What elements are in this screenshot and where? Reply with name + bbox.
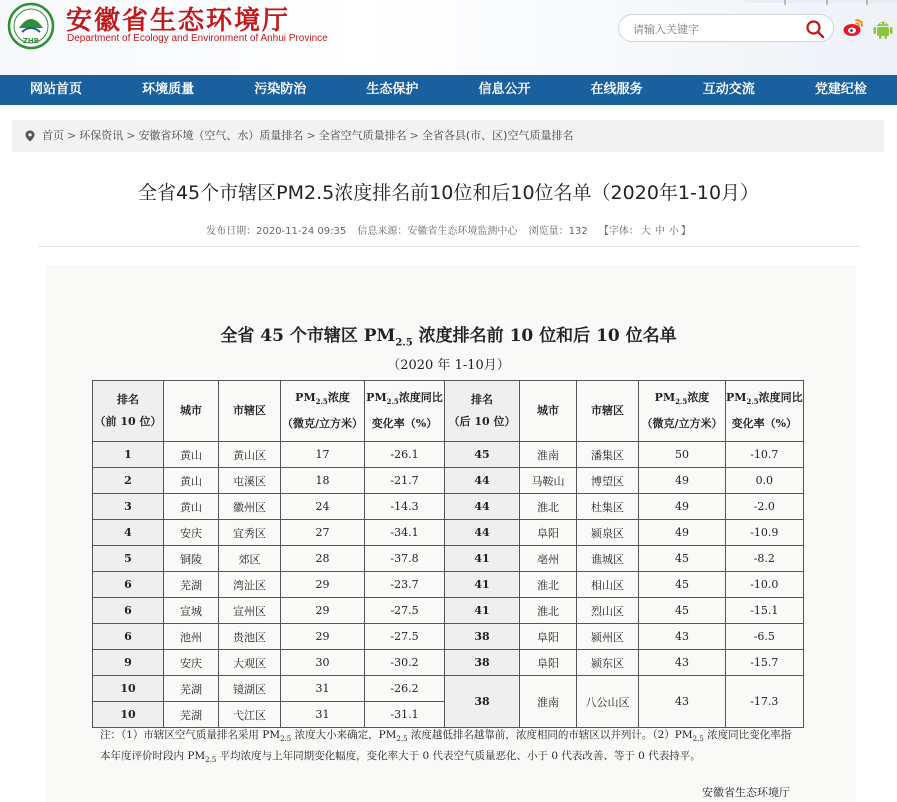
left-district-cell: 黄山区 <box>219 442 281 468</box>
left-rank-cell: 1 <box>93 442 164 468</box>
left-rank-cell: 10 <box>93 702 164 728</box>
header-text: 浓度 <box>327 390 350 404</box>
header-text: PM <box>654 390 676 404</box>
header-text: 浓度同比 <box>398 390 443 404</box>
left-change-rate-cell: -23.7 <box>365 572 445 598</box>
right-district-cell: 相山区 <box>577 572 639 598</box>
nav-party-building[interactable]: 党建纪检 <box>814 82 867 97</box>
left-district-cell: 徽州区 <box>219 494 281 520</box>
right-pm-value-cell: 45 <box>639 546 726 572</box>
header-subscript: 2.5 <box>315 397 328 407</box>
right-district-cell: 八公山区 <box>577 676 639 728</box>
header-rank-bottom <box>445 381 520 442</box>
left-pm-value-cell: 31 <box>281 676 365 702</box>
header-text: （前 10 位） <box>94 415 162 428</box>
note-subscript: 2.5 <box>396 735 408 744</box>
table-note <box>100 727 800 769</box>
table-row <box>93 572 804 598</box>
right-rank-cell: 41 <box>445 546 520 572</box>
document-title-part-b: 浓度排名前 10 位和后 10 位名单 <box>412 326 677 346</box>
left-city-cell: 宣城 <box>164 598 219 624</box>
left-pm-value-cell: 31 <box>281 702 365 728</box>
header-text: PM <box>295 390 316 404</box>
right-city-cell: 淮北 <box>520 572 577 598</box>
logo-text: ZHB <box>22 37 40 45</box>
nav-ecological-protection[interactable]: 生态保护 <box>366 82 419 97</box>
right-district-cell: 颍泉区 <box>577 520 639 546</box>
breadcrumb-air-ranking[interactable]: 全省空气质量排名 <box>318 129 407 142</box>
right-rank-cell: 44 <box>445 494 520 520</box>
right-pm-value-cell: 49 <box>639 494 726 520</box>
left-rank-cell: 6 <box>93 598 164 624</box>
left-pm-value-cell: 28 <box>281 546 365 572</box>
left-change-rate-cell: -34.1 <box>365 520 445 546</box>
left-rank-cell: 4 <box>93 520 164 546</box>
left-pm-value-cell: 24 <box>281 494 365 520</box>
header-text: （微克/立方米） <box>281 417 364 431</box>
right-pm-value-cell: 43 <box>639 676 726 728</box>
table-row <box>93 468 804 494</box>
right-change-rate-cell: -15.1 <box>726 598 804 624</box>
header-district: 市辖区 <box>219 381 281 442</box>
header-district: 市辖区 <box>577 381 639 442</box>
right-district-cell: 颍州区 <box>577 624 639 650</box>
note-subscript: 2.5 <box>205 756 217 765</box>
right-rank-cell: 44 <box>445 468 520 494</box>
header-pm-concentration <box>639 381 726 442</box>
table-row <box>93 442 804 468</box>
note-subscript: 2.5 <box>692 735 704 744</box>
left-city-cell: 黄山 <box>164 468 219 494</box>
font-size-close: 】 <box>680 226 691 237</box>
weibo-icon[interactable] <box>842 17 864 39</box>
site-header <box>0 0 897 75</box>
document-signature: 安徽省生态环境厅 <box>702 786 790 799</box>
header-text: PM <box>726 390 747 404</box>
right-rank-cell: 41 <box>445 598 520 624</box>
right-district-cell: 颍东区 <box>577 650 639 676</box>
header-yoy-change <box>726 381 804 442</box>
font-size-label: 【字体： <box>598 226 639 237</box>
site-title[interactable]: 安徽省生态环境厅 <box>66 6 291 36</box>
header-text: 变化率（%） <box>731 417 798 431</box>
left-city-cell: 黄山 <box>164 494 219 520</box>
right-pm-value-cell: 49 <box>639 468 726 494</box>
document-subtitle: （2020 年 1-10月） <box>387 358 510 373</box>
table-row <box>93 546 804 572</box>
left-district-cell: 弋江区 <box>219 702 281 728</box>
right-city-cell: 马鞍山 <box>520 468 577 494</box>
right-city-cell: 阜阳 <box>520 624 577 650</box>
table-row <box>93 676 804 702</box>
left-district-cell: 镜湖区 <box>219 676 281 702</box>
left-rank-cell: 3 <box>93 494 164 520</box>
right-city-cell: 亳州 <box>520 546 577 572</box>
left-change-rate-cell: -26.1 <box>365 442 445 468</box>
right-pm-value-cell: 43 <box>639 650 726 676</box>
header-subscript: 2.5 <box>675 397 688 407</box>
header-city: 城市 <box>164 381 219 442</box>
right-pm-value-cell: 50 <box>639 442 726 468</box>
left-city-cell: 铜陵 <box>164 546 219 572</box>
left-pm-value-cell: 29 <box>281 572 365 598</box>
breadcrumb-county-air-ranking[interactable]: 全省各县(市、区)空气质量排名 <box>421 129 574 142</box>
breadcrumb-separator: > <box>409 129 419 142</box>
article-title: 全省45个市辖区PM2.5浓度排名前10位和后10位名单（2020年1-10月） <box>137 182 760 204</box>
android-icon[interactable] <box>872 16 894 40</box>
document-title-part-a: 全省 45 个市辖区 PM <box>220 326 396 346</box>
left-change-rate-cell: -37.8 <box>365 546 445 572</box>
search-box <box>618 14 834 42</box>
left-city-cell: 安庆 <box>164 650 219 676</box>
left-pm-value-cell: 29 <box>281 598 365 624</box>
right-rank-cell: 38 <box>445 676 520 728</box>
right-change-rate-cell: -6.5 <box>726 624 804 650</box>
right-district-cell: 潘集区 <box>577 442 639 468</box>
nav-online-services[interactable]: 在线服务 <box>590 82 643 97</box>
left-city-cell: 芜湖 <box>164 676 219 702</box>
right-change-rate-cell: -17.3 <box>726 676 804 728</box>
top-links-strip <box>745 0 897 6</box>
nav-interaction[interactable]: 互动交流 <box>702 82 755 97</box>
breadcrumb-quality-ranking[interactable]: 安徽省环境（空气、水）质量排名 <box>138 129 304 142</box>
note-text: 平均浓度与上年同期变化幅度，变化率大于 0 代表空气质量恶化、小于 0 代表改善、等于 0 代表持平。 <box>216 750 701 763</box>
header-rank-top <box>93 381 164 442</box>
nav-information-disclosure[interactable]: 信息公开 <box>478 82 531 97</box>
table-row <box>93 624 804 650</box>
left-city-cell: 芜湖 <box>164 702 219 728</box>
right-pm-value-cell: 49 <box>639 520 726 546</box>
left-change-rate-cell: -31.1 <box>365 702 445 728</box>
right-city-cell: 阜阳 <box>520 650 577 676</box>
breadcrumb <box>12 120 884 152</box>
info-source: 信息来源：安徽省生态环境监测中心 <box>357 226 518 237</box>
header-text: （微克/立方米） <box>641 417 723 431</box>
note-text: 浓度大小来确定，PM <box>291 729 397 741</box>
left-district-cell: 宜秀区 <box>219 520 281 546</box>
left-change-rate-cell: -14.3 <box>365 494 445 520</box>
left-district-cell: 屯溪区 <box>219 468 281 494</box>
main-nav <box>0 75 897 105</box>
right-rank-cell: 44 <box>445 520 520 546</box>
right-city-cell: 淮北 <box>520 598 577 624</box>
right-pm-value-cell: 45 <box>639 572 726 598</box>
font-size-control <box>599 226 691 237</box>
left-district-cell: 贵池区 <box>219 624 281 650</box>
right-change-rate-cell: -8.2 <box>726 546 804 572</box>
left-district-cell: 郊区 <box>219 546 281 572</box>
publish-date: 发布日期：2020-11-24 09:35 <box>206 226 347 237</box>
nav-environment-quality[interactable]: 环境质量 <box>142 82 195 97</box>
note-subscript: 2.5 <box>280 735 292 744</box>
right-rank-cell: 41 <box>445 572 520 598</box>
header-city: 城市 <box>520 381 577 442</box>
right-rank-cell: 45 <box>445 442 520 468</box>
right-change-rate-cell: -10.7 <box>726 442 804 468</box>
left-rank-cell: 2 <box>93 468 164 494</box>
left-change-rate-cell: -21.7 <box>365 468 445 494</box>
breadcrumb-separator: > <box>306 129 316 142</box>
header-subscript: 2.5 <box>386 397 399 407</box>
left-pm-value-cell: 30 <box>281 650 365 676</box>
left-city-cell: 池州 <box>164 624 219 650</box>
breadcrumb-separator: > <box>126 129 136 142</box>
document-title-subscript: 2.5 <box>395 337 413 349</box>
search-input[interactable] <box>631 20 805 38</box>
left-district-cell: 宣州区 <box>219 598 281 624</box>
header-yoy-change <box>365 381 445 442</box>
ranking-table <box>92 380 804 728</box>
left-pm-value-cell: 17 <box>281 442 365 468</box>
font-small-link[interactable]: 小 <box>668 226 679 237</box>
right-city-cell: 淮北 <box>520 494 577 520</box>
document-title <box>0 321 897 348</box>
article-meta <box>0 222 897 237</box>
department-logo[interactable] <box>6 2 56 50</box>
right-change-rate-cell: -15.7 <box>726 650 804 676</box>
table-header-row <box>93 381 804 442</box>
left-city-cell: 安庆 <box>164 520 219 546</box>
right-change-rate-cell: -10.9 <box>726 520 804 546</box>
header-text: PM <box>366 390 387 404</box>
site-subtitle: Department of Ecology and Environment of Anhui Province <box>67 33 328 44</box>
header-text: 变化率（%） <box>371 417 438 431</box>
left-pm-value-cell: 27 <box>281 520 365 546</box>
left-pm-value-cell: 29 <box>281 624 365 650</box>
header-text: 排名 <box>471 393 493 406</box>
left-rank-cell: 9 <box>93 650 164 676</box>
left-city-cell: 黄山 <box>164 442 219 468</box>
left-pm-value-cell: 18 <box>281 468 365 494</box>
header-text: 浓度同比 <box>758 390 803 404</box>
left-district-cell: 大观区 <box>219 650 281 676</box>
table-row <box>93 494 804 520</box>
left-change-rate-cell: -26.2 <box>365 676 445 702</box>
header-text: （后 10 位） <box>448 415 516 428</box>
right-rank-cell: 38 <box>445 624 520 650</box>
right-city-cell: 阜阳 <box>520 520 577 546</box>
ranking-table-body <box>93 442 804 728</box>
right-rank-cell: 38 <box>445 650 520 676</box>
left-rank-cell: 6 <box>93 624 164 650</box>
header-text: 浓度 <box>687 390 710 404</box>
view-count: 浏览量：132 <box>528 226 588 237</box>
right-pm-value-cell: 43 <box>639 624 726 650</box>
search-icon[interactable] <box>805 19 825 39</box>
breadcrumb-separator: > <box>67 129 77 142</box>
right-district-cell: 烈山区 <box>577 598 639 624</box>
left-rank-cell: 6 <box>93 572 164 598</box>
font-large-link[interactable]: 大 <box>640 226 651 237</box>
left-district-cell: 湾沚区 <box>219 572 281 598</box>
note-text: 注：（1）市辖区空气质量排名采用 PM <box>100 729 281 741</box>
font-medium-link[interactable]: 中 <box>654 226 665 237</box>
table-row <box>93 650 804 676</box>
location-icon <box>24 130 36 142</box>
header-pm-concentration <box>281 381 365 442</box>
left-change-rate-cell: -27.5 <box>365 598 445 624</box>
left-change-rate-cell: -27.5 <box>365 624 445 650</box>
right-city-cell: 淮南 <box>520 442 577 468</box>
table-row <box>93 598 804 624</box>
right-pm-value-cell: 45 <box>639 598 726 624</box>
header-subscript: 2.5 <box>746 397 759 407</box>
right-district-cell: 杜集区 <box>577 494 639 520</box>
left-rank-cell: 5 <box>93 546 164 572</box>
breadcrumb-news[interactable]: 环保资讯 <box>79 129 124 142</box>
left-city-cell: 芜湖 <box>164 572 219 598</box>
nav-home[interactable]: 网站首页 <box>30 82 83 97</box>
note-text: 浓度同比变化率指本年度评价时段内 PM <box>100 729 792 763</box>
nav-pollution-control[interactable]: 污染防治 <box>254 82 307 97</box>
right-change-rate-cell: -2.0 <box>726 494 804 520</box>
left-change-rate-cell: -30.2 <box>365 650 445 676</box>
left-rank-cell: 10 <box>93 676 164 702</box>
header-text: 排名 <box>117 393 139 406</box>
right-district-cell: 博望区 <box>577 468 639 494</box>
breadcrumb-home[interactable]: 首页 <box>42 129 64 142</box>
title-divider <box>38 246 860 247</box>
note-text: 浓度越低排名越靠前，浓度相同的市辖区以并列计。（2）PM <box>407 729 693 741</box>
right-city-cell: 淮南 <box>520 676 577 728</box>
right-change-rate-cell: 0.0 <box>726 468 804 494</box>
right-change-rate-cell: -10.0 <box>726 572 804 598</box>
right-district-cell: 谯城区 <box>577 546 639 572</box>
table-row <box>93 520 804 546</box>
